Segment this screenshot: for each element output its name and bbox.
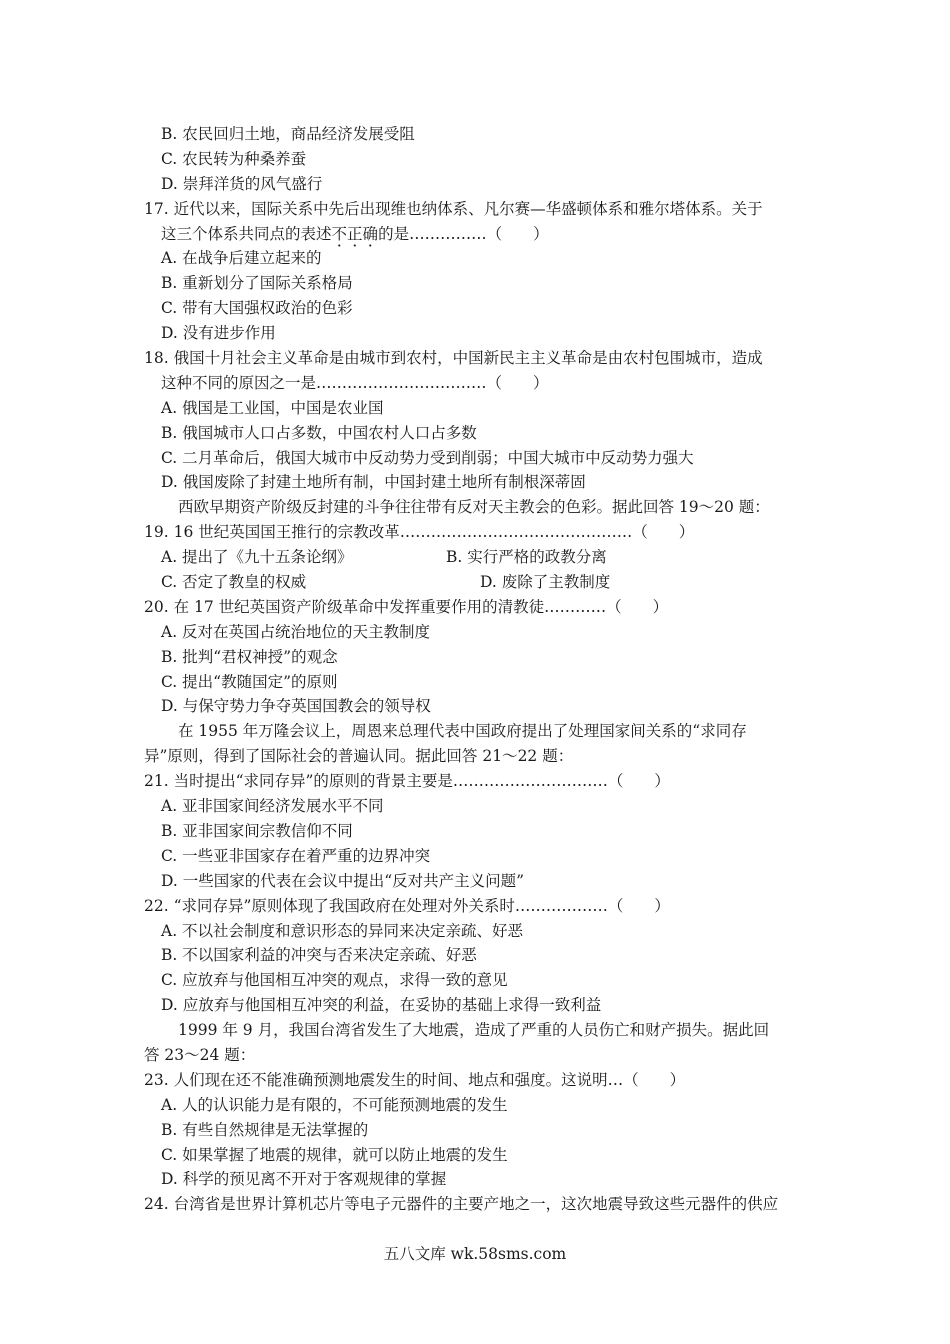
question-text-part: 的是……………（ ） (378, 224, 549, 243)
option-row (144, 570, 814, 595)
option-text: D. 崇拜洋货的风气盛行 (161, 174, 323, 193)
option-text: B. 实行严格的政教分离 (446, 548, 607, 567)
question-text: 答 23～24 题： (144, 1045, 256, 1064)
option-text: D. 废除了主教制度 (480, 573, 611, 592)
option-text: D. 科学的预见离不开对于客观规律的掌握 (161, 1170, 447, 1189)
option-text: B. 俄国城市人口占多数，中国农村人口占多数 (161, 423, 477, 442)
exam-content (144, 122, 814, 1217)
emphasis-dot-char: 确 (362, 224, 379, 243)
option-text: D. 一些国家的代表在会议中提出“反对共产主义问题” (161, 871, 525, 890)
option-text: A. 俄国是工业国，中国是农业国 (161, 398, 384, 417)
passage-text: 在 1955 年万隆会议上，周恩来总理代表中国政府提出了处理国家间关系的“求同存 (178, 722, 747, 741)
option-text: C. 如果掌握了地震的规律，就可以防止地震的发生 (161, 1145, 508, 1164)
question-text-part: 这三个体系共同点的表述 (161, 224, 332, 243)
question-text: 23. 人们现在还不能准确预测地震发生的时间、地点和强度。这说明…（ ） (144, 1070, 686, 1089)
option-text: C. 提出“教随国定”的原则 (161, 672, 338, 691)
option-text: C. 带有大国强权政治的色彩 (161, 299, 353, 318)
option-row (144, 545, 814, 570)
page-footer: 五八文库 wk.58sms.com (383, 1245, 567, 1263)
emphasized-text (332, 225, 379, 243)
option-text: A. 在战争后建立起来的 (161, 249, 322, 268)
option-text: D. 俄国废除了封建土地所有制，中国封建土地所有制根深蒂固 (161, 473, 586, 492)
option-text: A. 亚非国家间经济发展水平不同 (161, 797, 384, 816)
question-text: 这种不同的原因之一是……………………………（ ） (161, 373, 549, 392)
option-text: B. 批判“君权神授”的观念 (161, 647, 338, 666)
question-text: 异”原则，得到了国际社会的普遍认同。据此回答 21～22 题： (144, 747, 574, 766)
option-text: B. 有些自然规律是无法掌握的 (161, 1120, 369, 1139)
option-text: B. 重新划分了国际关系格局 (161, 274, 353, 293)
option-text: C. 一些亚非国家存在着严重的边界冲突 (161, 846, 431, 865)
option-text: C. 否定了教皇的权威 (161, 573, 307, 592)
question-text: 19. 16 世纪英国国王推行的宗教改革………………………………………（ ） (144, 523, 695, 542)
question-text: 18. 俄国十月社会主义革命是由城市到农村，中国新民主主义革命是由农村包围城市，造成 (144, 349, 763, 368)
question-text: 17. 近代以来，国际关系中先后出现维也纳体系、凡尔赛—华盛顿体系和雅尔塔体系。关于 (144, 199, 763, 218)
option-text: C. 农民转为种桑养蚕 (161, 149, 307, 168)
question-text: 21. 当时提出“求同存异”的原则的背景主要是…………………………（ ） (144, 772, 670, 791)
option-text: A. 提出了《九十五条论纲》 (161, 548, 353, 567)
option-text: B. 亚非国家间宗教信仰不同 (161, 821, 353, 840)
passage-text: 西欧早期资产阶级反封建的斗争往往带有反对天主教会的色彩。据此回答 19～20 题： (178, 498, 770, 517)
option-text: D. 应放弃与他国相互冲突的利益，在妥协的基础上求得一致利益 (161, 996, 602, 1015)
option-text: A. 反对在英国占统治地位的天主教制度 (161, 622, 431, 641)
passage-text: 1999 年 9 月，我国台湾省发生了大地震，造成了严重的人员伤亡和财产损失。据此回 (178, 1021, 770, 1040)
emphasis-dot-char: 不 (331, 224, 348, 243)
question-text: 24. 台湾省是世界计算机芯片等电子元器件的主要产地之一，这次地震导致这些元器件的供应 (144, 1195, 779, 1214)
question-text (144, 222, 814, 247)
option-text: B. 不以国家利益的冲突与否来决定亲疏、好恶 (161, 946, 477, 965)
option-text: C. 二月革命后，俄国大城市中反动势力受到削弱；中国大城市中反动势力强大 (161, 448, 694, 467)
option-text: D. 没有进步作用 (161, 324, 276, 343)
option-text: A. 人的认识能力是有限的，不可能预测地震的发生 (161, 1095, 508, 1114)
question-text: 20. 在 17 世纪英国资产阶级革命中发挥重要作用的清教徒…………（ ） (144, 597, 669, 616)
emphasis-dot-char: 正 (347, 224, 363, 243)
option-text: A. 不以社会制度和意识形态的异同来决定亲疏、好恶 (161, 921, 524, 940)
option-text: B. 农民回归土地，商品经济发展受阻 (161, 125, 415, 143)
option-text: C. 应放弃与他国相互冲突的观点，求得一致的意见 (161, 971, 508, 990)
option-text: D. 与保守势力争夺英国国教会的领导权 (161, 697, 431, 716)
question-text: 22. “求同存异”原则体现了我国政府在处理对外关系时………………（ ） (144, 896, 670, 915)
